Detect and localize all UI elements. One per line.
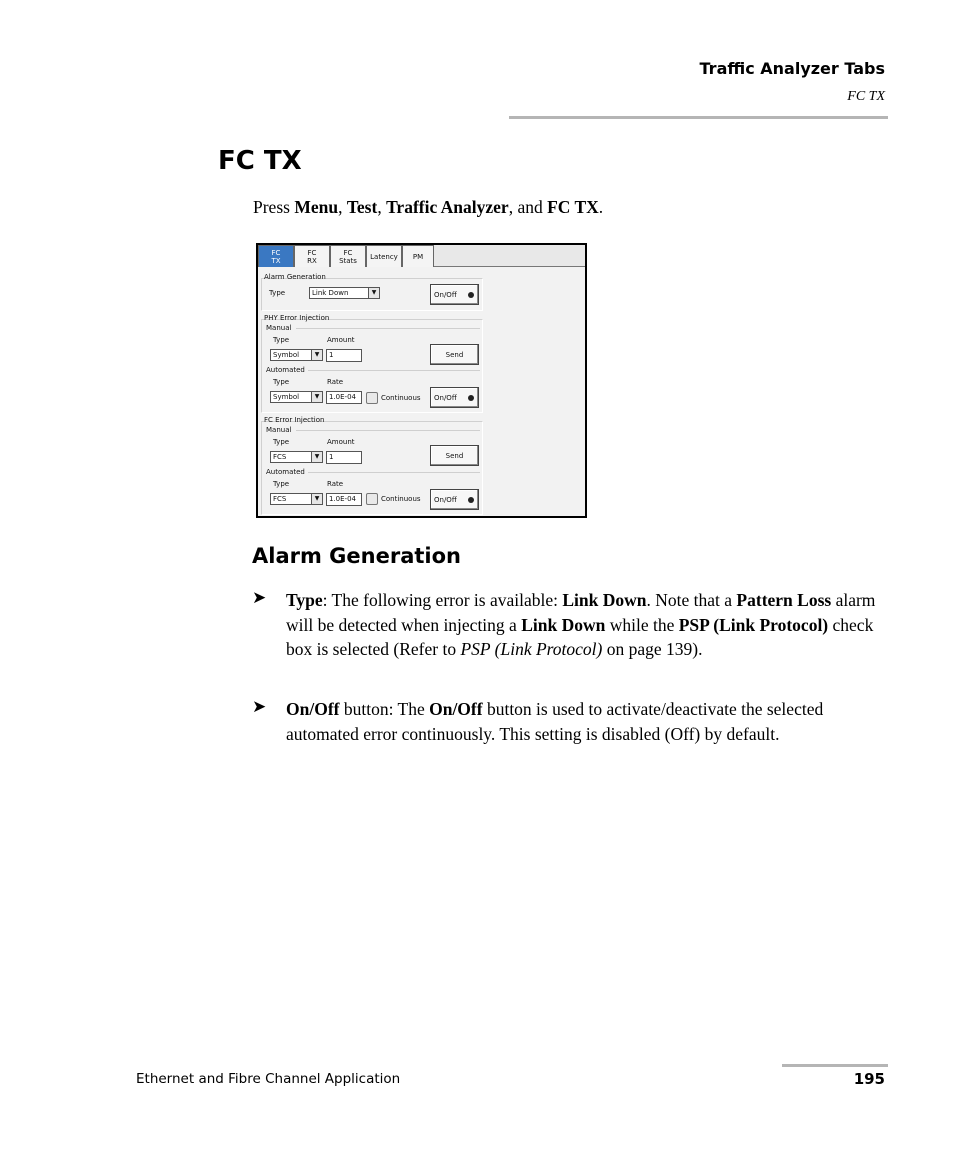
menu-term: Menu bbox=[294, 197, 339, 217]
fc-manual-type-dropdown[interactable] bbox=[270, 451, 323, 463]
tab-fc-tx[interactable] bbox=[258, 245, 294, 267]
fc-auto-type-dropdown[interactable] bbox=[270, 493, 323, 505]
traffic-analyzer-term: Traffic Analyzer bbox=[386, 197, 509, 217]
psp-cross-reference[interactable]: PSP (Link Protocol) bbox=[460, 639, 603, 659]
divider bbox=[308, 472, 480, 473]
psp-term: PSP (Link Protocol) bbox=[678, 614, 829, 635]
press-sep: , bbox=[377, 197, 387, 217]
text: while the bbox=[605, 614, 679, 635]
fc-tx-screenshot bbox=[256, 243, 587, 518]
fc-auto-type-label: Type bbox=[273, 480, 290, 488]
tab-bar bbox=[258, 245, 585, 267]
running-header-subtitle: FC TX bbox=[847, 89, 885, 104]
running-header-title: Traffic Analyzer Tabs bbox=[699, 59, 885, 78]
fc-type-label: Type bbox=[273, 438, 290, 446]
arrow-bullet-icon: ➤ bbox=[252, 697, 267, 716]
subsection-title: Alarm Generation bbox=[252, 544, 461, 568]
chevron-down-icon: ▼ bbox=[368, 288, 379, 298]
alarm-type-dropdown[interactable] bbox=[309, 287, 380, 299]
phy-manual-type-dropdown[interactable] bbox=[270, 349, 323, 361]
onoff-term: On/Off bbox=[429, 699, 483, 719]
alarm-type-label: Type bbox=[269, 289, 286, 297]
arrow-bullet-icon: ➤ bbox=[252, 588, 267, 607]
tab-label: FC bbox=[271, 249, 281, 257]
phy-auto-type-value: Symbol bbox=[273, 393, 300, 401]
phy-continuous-label: Continuous bbox=[381, 394, 421, 402]
phy-automated-label: Automated bbox=[266, 366, 305, 374]
send-label: Send bbox=[445, 351, 464, 359]
fc-amount-label: Amount bbox=[327, 438, 355, 446]
phy-send-button[interactable] bbox=[430, 344, 479, 365]
pattern-loss-term: Pattern Loss bbox=[736, 590, 832, 610]
fc-automated-label: Automated bbox=[266, 468, 305, 476]
phy-type-label: Type bbox=[273, 336, 290, 344]
tab-label: Latency bbox=[370, 253, 398, 261]
press-sep: , bbox=[338, 197, 347, 217]
phy-onoff-button[interactable] bbox=[430, 387, 479, 408]
bullet-text bbox=[286, 697, 890, 746]
fc-rate-label: Rate bbox=[327, 480, 344, 488]
onoff-label: On/Off bbox=[434, 496, 457, 504]
tab-label: PM bbox=[412, 253, 424, 261]
footer-doc-title: Ethernet and Fibre Channel Application bbox=[136, 1071, 401, 1087]
text: button: The bbox=[339, 699, 430, 719]
chevron-down-icon: ▼ bbox=[311, 494, 322, 504]
text: alarm will be detected when injecting a bbox=[286, 590, 876, 635]
phy-auto-type-dropdown[interactable] bbox=[270, 391, 323, 403]
bullet-text bbox=[286, 588, 890, 662]
tab-fc-stats[interactable] bbox=[330, 245, 366, 267]
phy-error-injection-title: PHY Error Injection bbox=[264, 314, 330, 322]
page-number: 195 bbox=[853, 1070, 885, 1088]
led-indicator-icon bbox=[468, 497, 474, 503]
phy-rate-input[interactable]: 1.0E-04 bbox=[326, 391, 362, 404]
phy-continuous-checkbox[interactable] bbox=[366, 392, 378, 404]
phy-rate-label: Rate bbox=[327, 378, 344, 386]
footer-rule bbox=[782, 1064, 888, 1067]
onoff-label: On/Off bbox=[434, 291, 457, 299]
led-indicator-icon bbox=[468, 395, 474, 401]
type-term: Type bbox=[286, 590, 323, 610]
text: . Note that a bbox=[646, 590, 737, 610]
section-title: FC TX bbox=[218, 146, 302, 176]
press-instruction bbox=[253, 197, 603, 218]
test-term: Test bbox=[346, 197, 378, 217]
fc-auto-type-value: FCS bbox=[273, 495, 287, 503]
tab-label: FC bbox=[343, 249, 353, 257]
divider bbox=[296, 328, 480, 329]
tab-label: Stats bbox=[339, 257, 357, 265]
press-sep: , and bbox=[508, 197, 548, 217]
phy-auto-type-label: Type bbox=[273, 378, 290, 386]
fc-rate-input[interactable]: 1.0E-04 bbox=[326, 493, 362, 506]
onoff-label: On/Off bbox=[434, 394, 457, 402]
alarm-type-value: Link Down bbox=[312, 289, 349, 297]
fc-onoff-button[interactable] bbox=[430, 489, 479, 510]
text: check box is selected (Refer to bbox=[286, 614, 874, 659]
text: button is used to activate/deactivate the selected automated error continuously. This setting is disabled (Off) by default. bbox=[286, 699, 824, 744]
alarm-generation-title: Alarm Generation bbox=[264, 273, 326, 281]
send-label: Send bbox=[445, 452, 464, 460]
phy-manual-label: Manual bbox=[266, 324, 292, 332]
tab-label: FC bbox=[307, 249, 317, 257]
fc-amount-input[interactable]: 1 bbox=[326, 451, 362, 464]
fc-send-button[interactable] bbox=[430, 445, 479, 466]
tab-pm[interactable] bbox=[402, 245, 434, 267]
fc-error-injection-title: FC Error Injection bbox=[264, 416, 325, 424]
fc-continuous-checkbox[interactable] bbox=[366, 493, 378, 505]
link-down-term: Link Down bbox=[521, 614, 606, 635]
link-down-term: Link Down bbox=[562, 590, 647, 610]
text: : The following error is available: bbox=[322, 590, 563, 610]
press-end: . bbox=[598, 197, 604, 217]
fc-tx-term: FC TX bbox=[547, 197, 599, 217]
tab-label: TX bbox=[271, 257, 281, 265]
chevron-down-icon: ▼ bbox=[311, 452, 322, 462]
fc-manual-type-value: FCS bbox=[273, 453, 287, 461]
tab-latency[interactable] bbox=[366, 245, 402, 267]
chevron-down-icon: ▼ bbox=[311, 392, 322, 402]
phy-amount-label: Amount bbox=[327, 336, 355, 344]
phy-amount-input[interactable]: 1 bbox=[326, 349, 362, 362]
tab-fc-rx[interactable] bbox=[294, 245, 330, 267]
alarm-onoff-button[interactable] bbox=[430, 284, 479, 305]
phy-manual-type-value: Symbol bbox=[273, 351, 300, 359]
fc-continuous-label: Continuous bbox=[381, 495, 421, 503]
led-indicator-icon bbox=[468, 292, 474, 298]
tab-label: RX bbox=[307, 257, 317, 265]
divider bbox=[296, 430, 480, 431]
header-rule bbox=[509, 116, 888, 119]
text: on page 139). bbox=[602, 639, 703, 659]
divider bbox=[308, 370, 480, 371]
onoff-term: On/Off bbox=[286, 699, 340, 719]
chevron-down-icon: ▼ bbox=[311, 350, 322, 360]
press-text: Press bbox=[253, 197, 295, 217]
fc-manual-label: Manual bbox=[266, 426, 292, 434]
